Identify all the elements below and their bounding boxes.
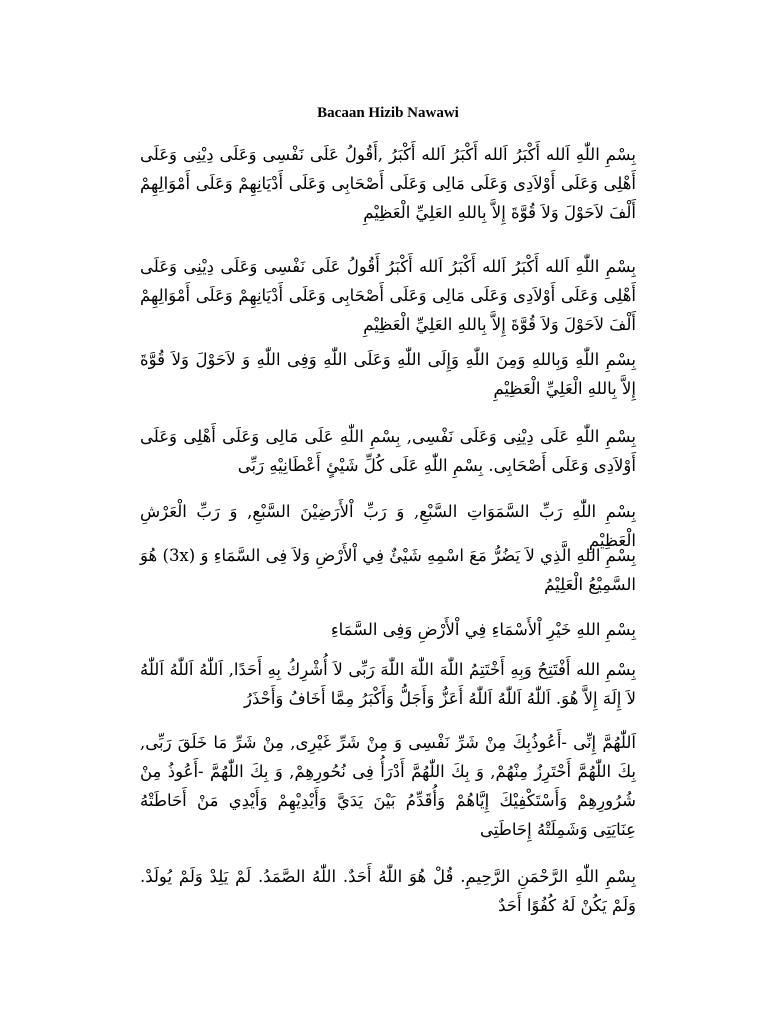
paragraph-8: بِسْمِ الله أَفْتَتِحُ وَبِهِ أَخْتَتِمُ اللّٰهَ اللّٰهَ اللّٰهَ رَبِّى لاَ أُشْرِكُ بِهِ أَحَدًا, اَللّٰهُ اَللّٰهُ اَللّٰهُ لاَ إِلَهَ إِلاَّ هُوَ. اَللّٰهُ اَللّٰهُ اَللّٰهُ أَعَزُّ وَأَجَلُّ وَأَكْبَرُ مِمَّا أَخَافُ وَأَحْذَرُ (140, 660, 636, 708)
paragraph-6: بِسْمِ اللهِ الَّذِي لاَ يَضُرُّ مَعَ اسْمِهِ شَيْئٌ فِي اْلأَرْضِ وَلاَ فِى السَّمَاءِ وَ (3x) هُوَ السَّمِيْعُ الْعَلِيْمُ (140, 546, 636, 594)
paragraph-2: بِسْمِ اللّٰهِ اَلله أَكْبَرُ اَلله أَكْبَرُ اَلله أَكْبَرُ أَقُولُ عَلَى نَفْسِى وَعَلَى دِيْنِى وَعَلَى أَهْلِى وَعَلَى أَوْلاَدِى وَعَلَى مَالِى وَعَلَى أَصْحَابِى وَعَلَى أَدْيَانِهِمْ وَعَلَى أَمْوَالِهِمْ أَلْفَ لاَحَوْلَ وَلاَ قُوَّةَ إِلاَّ بِاللهِ العَلِيِّ الْعَظِيْمِ (140, 257, 636, 334)
page-title: Bacaan Hizib Nawawi (317, 105, 459, 121)
paragraph-4: بِسْمِ اللّٰهِ عَلَى دِيْنِى وَعَلَى نَفْسِى, بِسْمِ اللّٰهِ عَلَى مَالِى وَعَلَى أَهْلِى وَعَلَى أَوْلاَدِى وَعَلَى أَصْحَابِى. بِسْمِ اللّٰهِ عَلَى كُلِّ شَيْئٍ أَعْطَانِيْهِ رَبِّى (140, 427, 636, 475)
paragraph-7: بِسْمِ اللهِ خَيْرِ اْلأَسْمَاءِ فِي اْلأَرْضِ وَفِى السَّمَاءِ (330, 620, 636, 639)
paragraph-9: اَللّٰهُمَّ إِنِّى -أَعُوذُبِكَ مِنْ شَرِّ نَفْسِى وَ مِنْ شَرِّ غَيْرِى, مِنْ شَرِّ مَا خَلَقَ رَبِّى, بِكَ اللّٰهُمَّ أَحْتَرِزُ مِنْهُمْ, وَ بِكَ اللّٰهُمَّ أَدْرَأُ فِى نُحُورِهِمْ, وَ بِكَ اللّٰهُمَّ -أَعُوذُ مِنْ شُرُورِهِمْ وَأَسْتَكْفِيْكَ إِيَّاهُمْ وَأُقَدِّمُ بَيْنَ يَدَيَّ وَأَيْدِيْهِمْ وَأَيْدِي مَنْ أَحَاطَتْهُ عِنَايَتِى وَشَمِلَتْهُ إِحَاطَتِى (140, 733, 636, 839)
paragraph-3: بِسْمِ اللّٰهِ وَبِاللهِ وَمِنَ اللّٰهِ وَإِلَى اللّٰهِ وَعَلَى اللّٰهِ وَفِى اللّٰهِ وَ لاَحَوْلَ وَلاَ قُوَّةَ إِلاَّ بِاللهِ الْعَلِيِّ الْعَظِيْمِ (140, 350, 636, 398)
paragraph-1: بِسْمِ اللّٰهِ اَلله أَكْبَرُ اَلله أَكْبَرُ اَلله أَكْبَرُ ,أَقُولُ عَلَى نَفْسِى وَعَلَى دِيْنِى وَعَلَى أَهْلِى وَعَلَى أَوْلاَدِى وَعَلَى مَالِى وَعَلَى أَصْحَابِى وَعَلَى أَدْيَانِهِمْ وَعَلَى أَمْوَالِهِمْ أَلْفَ لاَحَوْلَ وَلاَ قُوَّةَ إِلاَّ بِاللهِ العَلِيِّ الْعَظِيْمِ (140, 145, 636, 222)
paragraph-5: بِسْمِ اللّٰهِ رَبِّ السَّمَوَاتِ السَّبْعِ, وَ رَبِّ اْلأَرَضِيْنَ السَّبْعِ, وَ رَبِّ الْعَرْشِ الْعَظِيْمِ (140, 502, 636, 550)
paragraph-10: بِسْمِ اللّٰهِ الرَّحْمَنِ الرَّحِيمِ. قُلْ هُوَ اللّٰهُ أَحَدٌ. اللّٰهُ الصَّمَدُ. لَمْ يَلِدْ وَلَمْ يُولَدْ. وَلَمْ يَكُنْ لَهُ كُفُوًا أَحَدٌ (140, 867, 636, 915)
document-page (140, 0, 636, 1024)
